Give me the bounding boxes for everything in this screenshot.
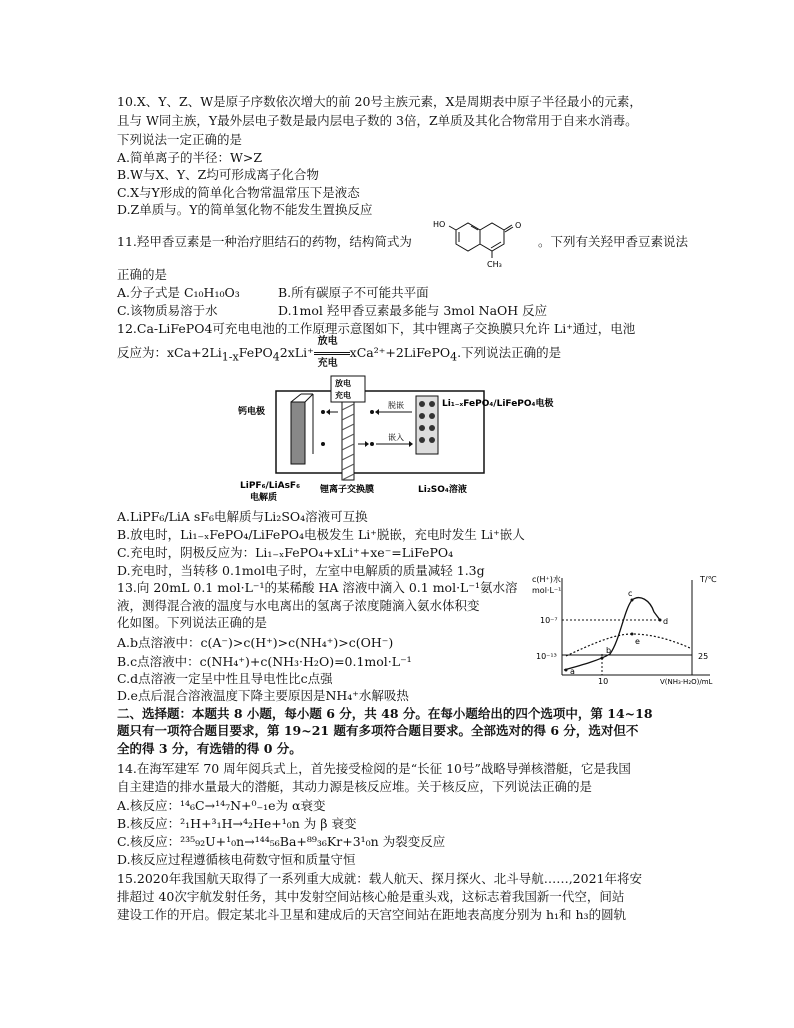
electrolyte-label-2: 电解质 — [250, 493, 278, 503]
q10-stem-line1: 10.X、Y、Z、W是原子序数依次增大的前 20号主族元素，X是周期表中原子半径最小的元素， — [117, 94, 642, 109]
q12-reaction-sub2: 4 — [272, 350, 280, 364]
x-axis-label: V(NH₃·H₂O)/mL — [660, 678, 713, 686]
q12-option-b: B.放电时，Li₁₋ₓFePO₄/LiFePO₄电极发生 Li⁺脱嵌，充电时发生 Li⁺嵌人 — [117, 527, 525, 542]
q14-option-a: A.核反应：¹⁴₆C→¹⁴₇N+⁰₋₁e为 α衰变 — [117, 798, 326, 813]
arrow-charge-label: 充电 — [317, 358, 338, 369]
coumarin-structure — [432, 217, 532, 272]
q13-option-d: D.e点后混合溶液温度下降主要原因是NH₄⁺水解吸热 — [117, 688, 409, 703]
deintercalation-label: 脱嵌 — [388, 401, 404, 410]
x-tick-10: 10 — [598, 677, 609, 686]
y-axis-label: c(H⁺)水 — [532, 575, 561, 584]
q12-reaction-part3: 2xLi⁺ — [279, 345, 314, 360]
q11-option-d: D.1mol 羟甲香豆素最多能与 3mol NaOH 反应 — [278, 303, 548, 318]
q14-option-d: D.核反应过程遵循核电荷数守恒和质量守恒 — [117, 852, 356, 867]
membrane-label: 锂离子交换膜 — [320, 485, 375, 495]
q15-stem-line3: 建设工作的开启。假定某北斗卫星和建成后的天宫空间站在距地表高度分别为 h₁和 h₃的圆轨 — [117, 907, 627, 922]
q12-reaction-sub1: 1-x — [221, 350, 239, 364]
q15-stem-line1: 15.2020年我国航天取得了一系列重大成就：载人航天、探月探火、北斗导航……,2021年将安 — [117, 871, 642, 886]
q12-reaction-sub3: 4 — [450, 350, 458, 364]
section2-heading-line1: 二、选择题：本题共 8 小题，每小题 6 分，共 48 分。在每小题给出的四个选项中，第 14~18 — [117, 706, 653, 721]
temperature-axis-label: T/℃ — [700, 575, 717, 584]
q11-option-b: B.所有碳原子不可能共平面 — [278, 285, 429, 300]
q13-option-c: C.d点溶液一定呈中性且导电性比c点强 — [117, 671, 333, 686]
q13-stem-line2: 液，测得混合液的温度与水电离出的氢离子浓度随滴入氨水体积变 — [117, 598, 480, 613]
q12-reaction-part2: FePO — [238, 345, 273, 360]
q12-reaction-line — [117, 336, 562, 369]
q11-stem-line2: 正确的是 — [117, 267, 168, 282]
q12-option-c: C.充电时，阴极反应为：Li₁₋ₓFePO₄+xLi⁺+xe⁻=LiFePO₄ — [117, 545, 454, 560]
q14-stem-line2: 自主建造的排水量最大的潜艇，其动力源是核反应堆。关于核反应，下列说法正确的是 — [117, 779, 593, 794]
q12-option-a: A.LiPF₆/LiA sF₆电解质与Li₂SO₄溶液可互换 — [117, 509, 368, 524]
temperature-tick-25: 25 — [698, 652, 709, 661]
section2-heading-line2: 题只有一项符合题目要求，第 19~21 题有多项符合题目要求。全部选对的得 6 分，选对但不 — [117, 723, 639, 738]
point-d: d — [663, 617, 669, 626]
structure-ch3-label: CH₃ — [487, 260, 502, 269]
box-charge-label: 充电 — [335, 391, 351, 400]
q13-option-a: A.b点溶液中：c(A⁻)>c(H⁺)>c(NH₄⁺)>c(OH⁻) — [117, 635, 394, 650]
q12-option-d: D.充电时，当转移 0.1mol电子时，左室中电解质的质量减轻 1.3g — [117, 563, 485, 578]
q14-option-c: C.核反应：²³⁵₉₂U+¹₀n→¹⁴⁴₅₆Ba+⁸⁹₃₆Kr+3¹₀n 为裂变反应 — [117, 834, 446, 849]
q12-stem-line1: 12.Ca-LiFePO4可充电电池的工作原理示意图如下，其中锂离子交换膜只允许 Li⁺通过，电池 — [117, 321, 636, 336]
q10-stem-line3: 下列说法一定正确的是 — [117, 132, 243, 147]
calcium-electrode-label: 钙电极 — [238, 407, 266, 417]
q11-option-a: A.分子式是 C₁₀H₁₀O₃ — [117, 285, 240, 300]
battery-diagram — [238, 374, 568, 509]
q13-stem-line1: 13.向 20mL 0.1 mol·L⁻¹的某稀酸 HA 溶液中滴入 0.1 mol·L⁻¹氨水溶 — [117, 580, 518, 595]
point-c: c — [628, 589, 633, 598]
q10-stem-line2: 且与 W同主族，Y最外层电子数是最内层电子数的 3倍，Z单质及其化合物常用于自来水消毒。 — [117, 113, 638, 128]
iron-phosphate-electrode-label: Li₁₋ₓFePO₄/LiFePO₄电极 — [442, 399, 554, 409]
point-e: e — [635, 637, 640, 646]
q11-stem-part2: 。下列有关羟甲香豆素说法 — [538, 234, 689, 249]
titration-graph — [532, 570, 732, 688]
q12-reaction-part5: .下列说法正确的是 — [457, 345, 562, 360]
reversible-arrow — [314, 336, 350, 369]
box-discharge-label: 放电 — [335, 379, 351, 388]
q10-option-c: C.X与Y形成的简单化合物常温常压下是液态 — [117, 185, 360, 200]
structure-o-label: O — [515, 221, 522, 230]
arrow-discharge-label: 放电 — [317, 336, 338, 347]
point-a: a — [570, 667, 575, 676]
electrolyte-label: LiPF₆/LiAsF₆ — [240, 481, 301, 491]
q10-option-a: A.简单离子的半径：W>Z — [117, 150, 263, 165]
q14-option-b: B.核反应：²₁H+³₁H→⁴₂He+¹₀n 为 β 衰变 — [117, 816, 357, 831]
q11-stem-part1: 11.羟甲香豆素是一种治疗胆结石的药物，结构简式为 — [117, 234, 412, 249]
q13-option-b: B.c点溶液中：c(NH₄⁺)+c(NH₃·H₂O)=0.1mol·L⁻¹ — [117, 654, 412, 669]
q12-reaction-part4: xCa²⁺+2LiFePO — [349, 345, 451, 360]
y-axis-unit: mol·L⁻¹ — [532, 586, 562, 595]
y-tick-1e-13: 10⁻¹³ — [536, 652, 557, 661]
q11-option-c: C.该物质易溶于水 — [117, 303, 218, 318]
q13-stem-line3: 化如图。下列说法正确的是 — [117, 615, 268, 630]
structure-ho-label: HO — [433, 220, 446, 229]
q10-option-d: D.Z单质与。Y的简单氢化物不能发生置换反应 — [117, 202, 373, 217]
intercalation-label: 嵌入 — [388, 433, 404, 442]
q14-stem-line1: 14.在海军建军 70 周年阅兵式上，首先接受检阅的是“长征 10号”战略导弹核潜艇，它是我国 — [117, 761, 631, 776]
q12-reaction-part1: 反应为：xCa+2Li — [117, 345, 222, 360]
y-tick-1e-7: 10⁻⁷ — [540, 616, 558, 625]
q10-option-b: B.W与X、Y、Z均可形成离子化合物 — [117, 167, 319, 182]
q15-stem-line2: 排超过 40次宇航发射任务，其中发射空间站核心舱是重头戏，这标志着我国新一代空，间站 — [117, 889, 625, 904]
section2-heading-line3: 全的得 3 分，有选错的得 0 分。 — [117, 741, 302, 756]
solution-label: Li₂SO₄溶液 — [418, 485, 467, 495]
point-b: b — [606, 646, 612, 655]
